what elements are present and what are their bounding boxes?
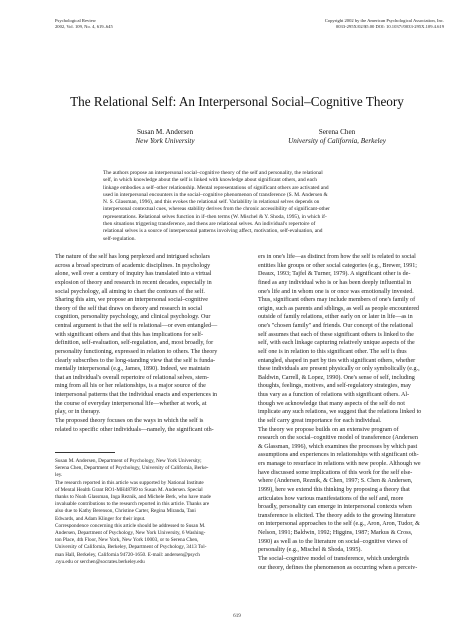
journal-name: Psychological Review (55, 18, 96, 23)
body-column-left: The nature of the self has long perplexed and intrigued scholars across a broad spectrum of academic disciplines. In psychology alone, well over a century of inquiry has translated into a virtual explosion of theory and research in recent decades, especially in social psychology, all aiming to chart the contours of the self. Sharing this aim, we propose an interpersonal social–cognitive theory of the self that draws on theory and research in social cognition, personality psychology, and clinical psychology. Our central argument is that the self is relational—or even entangled— with significant others and that this has implications for self- definition, self-evaluation, self-regulation, and, most broadly, for personality functioning, expressed in relation to others. The theory clearly subscribes to the long-standing view that the self is funda- mentally interpersonal (e.g., James, 1890). Indeed, we maintain that an individual's overall repertoire of relational selves, stem- ming from all his or her relationships, is a major source of the interpersonal patterns that the individual enacts and experiences in the course of everyday interpersonal life—whether at work, at play, or in therapy. The proposed theory focuses on the ways in which the self is related to specific other individuals—namely, the significant oth- (55, 254, 218, 433)
author-affiliation: University of California, Berkeley (288, 137, 386, 145)
article-title: The Relational Self: An Interpersonal Social–Cognitive Theory (70, 94, 404, 109)
author-name: Susan M. Andersen (136, 128, 194, 136)
author-block-1 (100, 128, 230, 146)
author-name: Serena Chen (318, 128, 356, 136)
journal-header-right (325, 18, 444, 29)
body-column-right: ers in one's life—as distinct from how the self is related to social entities like groups or other social categories (e.g., Brewer, 1991; Deaux, 1993; Tajfel & Turner, 1979). A significant other is de- fined as any individual who is or has been deeply influential in one's life and in whom one is or once was emotionally invested. Thus, significant others may include members of one's family of origin, such as parents and siblings, as well as people encountered outside of family relations, either early on or later in life—as in one's "chosen family" and friends. Our concept of the relational self assumes that each of these significant others is linked to the self, with each linkage capturing relatively unique aspects of the self one is in relation to this significant other. The self is thus entangled, shaped in part by ties with significant others, whether these individuals are present physically or only symbolically (e.g., Baldwin, Carrell, & Lopez, 1990). One's sense of self, including thoughts, feelings, motives, and self-regulatory strategies, may thus vary as a function of relations with significant others. Al- though we acknowledge that many aspects of the self do not implicate any such relations, we suggest that the relations linked to the self carry great importance for each individual. The theory we propose builds on an extensive program of research on the social–cognitive model of transference (Andersen & Glassman, 1996), which examines the processes by which past assumptions and experiences in relationships with significant oth- ers manage to resurface in relations with new people. Although we have discussed some implications of this work for the self else- where (Andersen, Reznik, & Chen, 1997; S. Chen & Andersen, 1999), here we extend this thinking by proposing a theory that articulates how various manifestations of the self and, more broadly, personality can emerge in interpersonal contexts when transference is elicited. The theory adds to the growing literature on interpersonal approaches to the self (e.g., Aron, Aron, Tudor, & Nelson, 1991; Baldwin, 1992; Higgins, 1987; Markus & Cross, 1990) as well as to the literature on social–cognitive views of personality (e.g., Mischel & Shoda, 1995). The social–cognitive model of transference, which undergirds our theory, defines the phenomenon as occurring when a perceiv- (258, 254, 422, 571)
copyright-line: Copyright 2002 by the American Psychological Association, Inc. (324, 18, 444, 23)
journal-header-left (55, 18, 113, 29)
journal-details: 2002, Vol. 109, No. 4, 619–645 (55, 23, 113, 29)
author-affiliation: New York University (135, 137, 195, 145)
page-number: 619 (233, 613, 241, 619)
doi-line: 0033-295X/02/$5.00 DOI: 10.1037//0033-295X.109.4.619 (335, 23, 444, 29)
abstract: The authors propose an interpersonal social–cognitive theory of the self and personality, the relational self, in which knowledge about the self is linked with knowledge about significant others, and each linkage embodies a self–other relationship. Mental representations of significant others are activated and used in interpersonal encounters in the social–cognitive phenomenon of transference (S. M. Andersen & N. S. Glassman, 1996), and this evokes the relational self. Variability in relational selves depends on interpersonal contextual cues, whereas stability derives from the chronic accessibility of significant-other representations. Relational selves function in if–then terms (W. Mischel & Y. Shoda, 1995), in which if- then situations triggering transference, and thens are relational selves. An individual's repertoire of relational selves is a source of interpersonal patterns involving affect, motivation, self-evaluation, and self-regulation. (103, 170, 330, 242)
author-footnotes: Susan M. Andersen, Department of Psychology, New York University; Serena Chen, Department of Psychology, University of California, Berke- ley. The research reported in this article was supported by National Institute of Mental Health Grant RO1-MH48789 to Susan M. Andersen. Special thanks to Noah Glassman, Inga Reznik, and Michele Berk, who have made invaluable contributions to the research reported in this article. Thanks are also due to Kathy Berenson, Christine Carter, Regina Miranda, Tani Edwards, and Adam Klinger for their input. Correspondence concerning this article should be addressed to Susan M. Andersen, Department of Psychology, New York University, 6 Washing- ton Place, 4th Floor, New York, New York 10003, or to Serena Chen, University of California, Berkeley, Department of Psychology, 3413 Tol- man Hall, Berkeley, California 94720-1650. E-mail: andersen@psych .nyu.edu or serchen@socrates.berkeley.edu (55, 458, 211, 565)
author-block-2 (272, 128, 402, 146)
footnote-divider (55, 452, 115, 453)
